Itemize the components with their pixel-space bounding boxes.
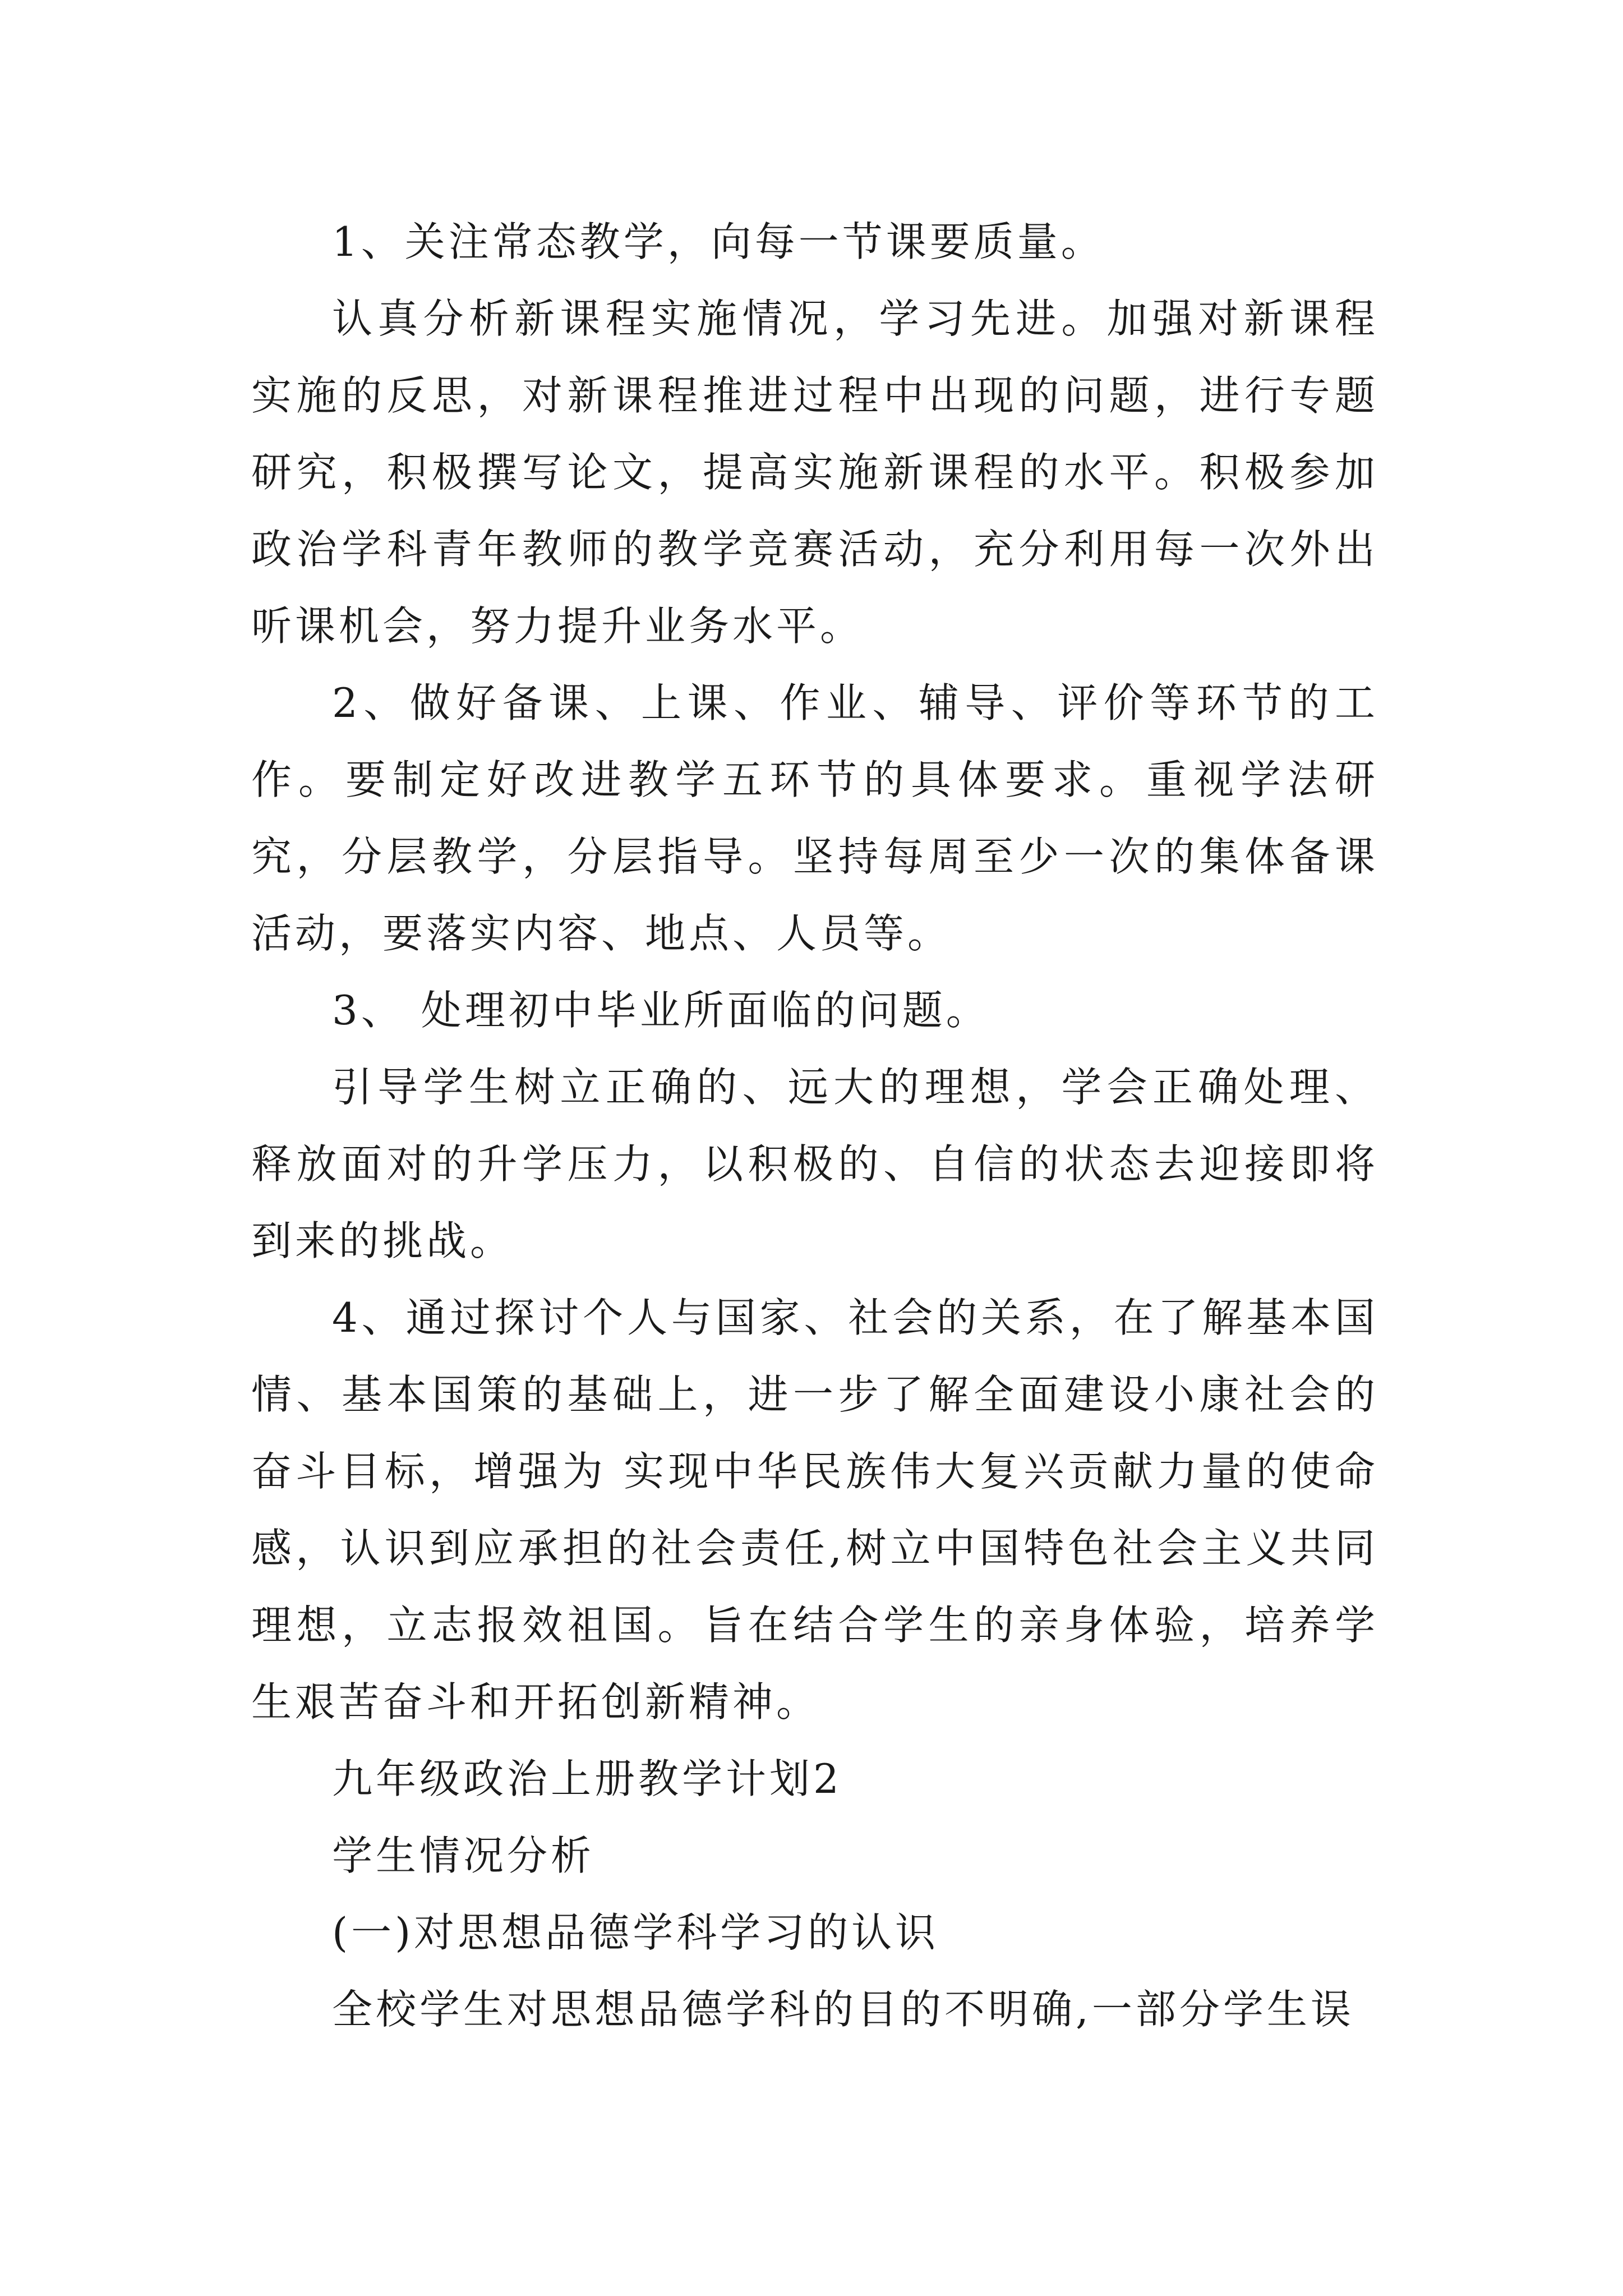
paragraph-4: 3、 处理初中毕业所面临的问题。 bbox=[332, 987, 990, 1034]
document-body bbox=[251, 204, 1378, 2048]
paragraph-3: 2、做好备课、上课、作业、辅导、评价等环节的工作。要制定好改进教学五环节的具体要求。重视学法研究，分层教学，分层指导。坚持每周至少一次的集体备课活动，要落实内容、地点、人员等。 bbox=[251, 679, 1378, 957]
paragraph-5: 引导学生树立正确的、远大的理想，学会正确处理、释放面对的升学压力，以积极的、自信的状态去迎接即将到来的挑战。 bbox=[251, 1064, 1378, 1264]
subsection-item-heading: (一)对思想品德学科学习的认识 bbox=[332, 1909, 939, 1956]
paragraph-2: 认真分析新课程实施情况，学习先进。加强对新课程实施的反思，对新课程推进过程中出现的问题，进行专题研究，积极撰写论文，提高实施新课程的水平。积极参加政治学科青年教师的教学竞赛活动，充分利用每一次外出听课机会，努力提升业务水平。 bbox=[251, 295, 1378, 650]
paragraph-last: 全校学生对思想品德学科的目的不明确,一部分学生误 bbox=[332, 1986, 1354, 2033]
subsection-heading: 学生情况分析 bbox=[332, 1832, 595, 1879]
paragraph-1: 1、关注常态教学，向每一节课要质量。 bbox=[332, 218, 1105, 265]
section-title: 九年级政治上册教学计划2 bbox=[332, 1755, 842, 1802]
paragraph-6: 4、通过探讨个人与国家、社会的关系，在了解基本国情、基本国策的基础上，进一步了解全面建设小康社会的奋斗目标，增强为 实现中华民族伟大复兴贡献力量的使命感，认识到应承担的社会责任,树立中国特色社会主义共同理想，立志报效祖国。旨在结合学生的亲身体验，培养学生艰苦奋斗和开拓创新精神。 bbox=[251, 1294, 1378, 1726]
